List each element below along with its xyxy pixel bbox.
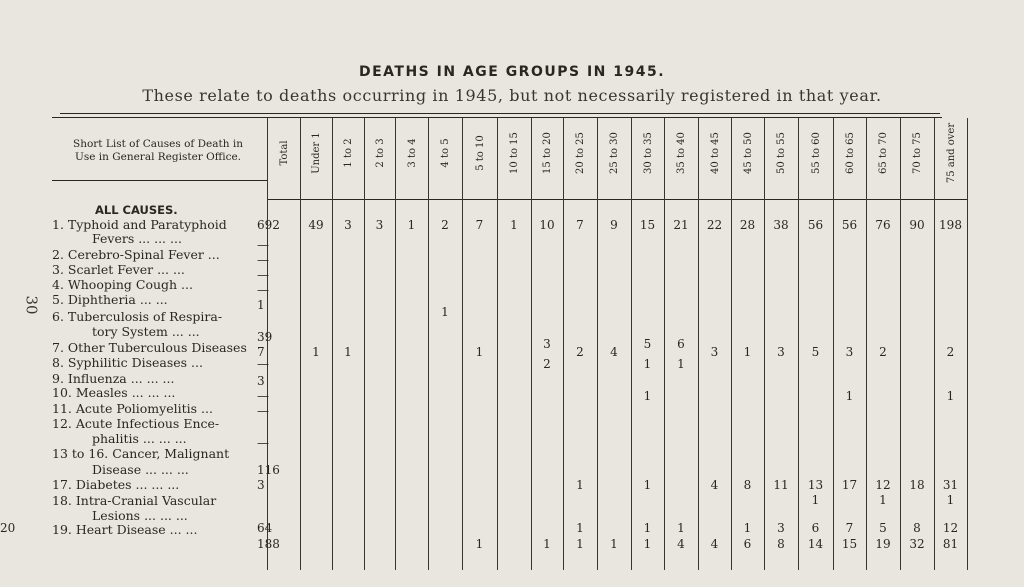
table-cell: — [257, 389, 269, 403]
table-cell: 20 [0, 521, 16, 535]
table-cell: 2 [543, 357, 551, 371]
page-subtitle: These relate to deaths occurring in 1945, but not necessarily registered in that year. [142, 86, 882, 105]
table-cell: 1 [576, 521, 584, 535]
table-cell: 198 [939, 218, 962, 232]
column-header: 5 to 10 [474, 135, 486, 171]
table-cell: 1 [475, 537, 484, 551]
table-cell: 15 [841, 537, 858, 551]
column-header: Under 1 [311, 132, 322, 174]
table-cell: 15 [639, 218, 656, 232]
cause-label: Fevers ... ... ... [92, 231, 182, 246]
cause-label: phalitis ... ... ... [92, 431, 187, 446]
column-header: 1 to 2 [343, 138, 354, 168]
table-cell: 13 [807, 478, 824, 492]
table-cell: — [257, 436, 269, 450]
table-cell: 1 [643, 521, 652, 535]
table-cell: 2 [441, 218, 449, 232]
table-cell: 1 [475, 345, 484, 359]
column-divider [563, 118, 564, 570]
causes-header-line-2: Use in General Register Office. [74, 151, 242, 163]
cause-label: 1. Typhoid and Paratyphoid [52, 217, 227, 232]
column-header: 15 to 20 [542, 132, 553, 174]
table-cell: 3 [375, 218, 384, 232]
table-cell: 1 [344, 345, 352, 359]
cause-label: 10. Measles ... ... ... [52, 385, 176, 400]
table-cell: 11 [773, 478, 789, 492]
table-cell: 1 [643, 389, 652, 403]
cause-label: 19. Heart Disease ... ... [52, 522, 198, 537]
cause-label: 7. Other Tuberculous Diseases [52, 340, 247, 355]
column-divider [332, 118, 333, 570]
cause-label: 17. Diabetes ... ... ... [52, 477, 180, 492]
column-header: Total [278, 140, 290, 166]
table-cell: 76 [875, 218, 891, 232]
column-divider [364, 118, 365, 570]
table-cell: 4 [610, 345, 618, 359]
table-cell: 1 [743, 345, 752, 359]
causes-column-header [52, 138, 264, 164]
table-cell: 56 [841, 218, 858, 232]
column-header: 2 to 3 [374, 138, 386, 168]
table-cell: 1 [811, 493, 820, 507]
table-cell: 7 [257, 345, 265, 359]
column-header: 45 to 50 [742, 132, 754, 174]
column-header: 40 to 45 [709, 132, 721, 174]
table-cell: 5 [879, 521, 887, 535]
column-divider [300, 118, 301, 570]
table-cell: 6 [743, 537, 752, 551]
table-cell: 64 [257, 521, 273, 535]
table-cell: 1 [643, 357, 652, 371]
cause-label: 6. Tuberculosis of Respira- [52, 309, 223, 324]
table-cell: 49 [308, 218, 324, 232]
column-divider [764, 118, 765, 570]
column-header: 35 to 40 [676, 132, 687, 174]
table-cell: 9 [610, 218, 618, 232]
page-number: 30 [22, 295, 41, 315]
table-cell: 1 [576, 478, 584, 492]
column-header: 30 to 35 [642, 132, 654, 174]
table-cell: 56 [807, 218, 824, 232]
table-cell: 4 [677, 537, 685, 551]
table-cell: 8 [743, 478, 752, 492]
table-cell: 3 [777, 345, 785, 359]
table-cell: 2 [879, 345, 887, 359]
table-cell: 1 [677, 521, 685, 535]
table-cell: 2 [576, 345, 584, 359]
table-cell: 81 [942, 537, 959, 551]
table-cell: 1 [946, 493, 955, 507]
cause-label: 5. Diphtheria ... ... [52, 292, 168, 307]
cause-label: Disease ... ... ... [92, 462, 189, 477]
column-divider [462, 118, 463, 570]
table-cell: 1 [407, 218, 416, 232]
cause-label: 3. Scarlet Fever ... ... [52, 262, 185, 277]
table-cell: — [257, 268, 269, 282]
cause-label: 8. Syphilitic Diseases ... [52, 355, 203, 370]
table-cell: 3 [257, 478, 265, 492]
table-cell: — [257, 404, 269, 418]
column-divider [267, 118, 268, 570]
table-cell: 8 [913, 521, 921, 535]
table-cell: 8 [777, 537, 785, 551]
table-cell: 1 [845, 389, 854, 403]
column-divider [531, 118, 532, 570]
table-cell: 28 [739, 218, 756, 232]
column-header: 55 to 60 [810, 132, 822, 174]
table-cell: 7 [475, 218, 484, 232]
column-divider [833, 118, 834, 570]
table-cell: 188 [257, 537, 280, 551]
column-header: 75 and over [945, 122, 957, 184]
table-cell: 4 [710, 478, 719, 492]
column-header: 4 to 5 [440, 138, 451, 168]
table-cell: 17 [841, 478, 858, 492]
cause-label: ALL CAUSES. [95, 203, 178, 217]
column-divider [428, 118, 429, 570]
column-divider [664, 118, 665, 570]
table-cell: 3 [344, 218, 352, 232]
cause-label: 9. Influenza ... ... ... [52, 371, 175, 386]
column-divider [731, 118, 732, 570]
table-cell: 1 [643, 478, 652, 492]
table-cell: 12 [875, 478, 891, 492]
column-divider [698, 118, 699, 570]
causes-header-line-1: Short List of Causes of Death in [73, 138, 243, 150]
table-cell: 4 [710, 537, 719, 551]
table-cell: 31 [942, 478, 959, 492]
column-header: 65 to 70 [878, 132, 889, 174]
table-cell: 5 [643, 337, 652, 351]
column-divider [597, 118, 598, 570]
cause-label: 4. Whooping Cough ... [52, 277, 193, 292]
table-cell: 1 [576, 537, 584, 551]
cause-label: 18. Intra-Cranial Vascular [52, 493, 217, 508]
column-header: 20 to 25 [575, 132, 586, 174]
table-cell: 3 [543, 337, 551, 351]
column-divider [395, 118, 396, 570]
column-header: 10 to 15 [509, 132, 520, 174]
table-cell: 19 [875, 537, 891, 551]
column-header: 70 to 75 [912, 132, 923, 174]
header-rule-left [52, 180, 267, 181]
table-cell: 116 [257, 463, 280, 477]
table-cell: 39 [257, 330, 273, 344]
table-cell: 12 [942, 521, 959, 535]
column-header: 60 to 65 [844, 132, 856, 174]
cause-label: 2. Cerebro-Spinal Fever ... [52, 247, 220, 262]
table-cell: 1 [879, 493, 887, 507]
cause-label: 13 to 16. Cancer, Malignant [52, 446, 230, 461]
table-cell: 38 [773, 218, 789, 232]
column-divider [631, 118, 632, 570]
table-cell: 1 [312, 345, 320, 359]
cause-label: 11. Acute Poliomyelitis ... [52, 401, 213, 416]
table-cell: 6 [677, 337, 685, 351]
table-cell: — [257, 283, 269, 297]
column-header: 25 to 30 [609, 132, 620, 174]
table-cell: — [257, 253, 269, 267]
table-cell: 1 [610, 537, 618, 551]
column-divider [900, 118, 901, 570]
cause-label: 12. Acute Infectious Ence- [52, 416, 220, 431]
table-cell: 3 [257, 374, 265, 388]
table-cell: — [257, 357, 269, 371]
table-cell: 1 [510, 218, 518, 232]
top-rule [60, 113, 940, 114]
column-header: 3 to 4 [406, 138, 418, 168]
table-cell: 2 [946, 345, 955, 359]
table-cell: 22 [706, 218, 723, 232]
column-divider [934, 118, 935, 570]
table-cell: 6 [811, 521, 820, 535]
table-cell: 14 [807, 537, 824, 551]
page-title: DEATHS IN AGE GROUPS IN 1945. [358, 64, 666, 80]
table-cell: 1 [677, 357, 685, 371]
table-cell: 21 [673, 218, 689, 232]
table-cell: 1 [257, 298, 265, 312]
column-header: 50 to 55 [776, 132, 787, 174]
table-cell: 90 [909, 218, 925, 232]
table-cell: 7 [576, 218, 584, 232]
table-cell: 1 [946, 389, 955, 403]
table-cell: 32 [909, 537, 925, 551]
table-cell: 3 [845, 345, 854, 359]
table-cell: 3 [777, 521, 785, 535]
cause-label: tory System ... ... [92, 324, 200, 339]
table-cell: 1 [643, 537, 652, 551]
table-cell: 5 [811, 345, 820, 359]
header-rule-right [267, 199, 967, 200]
column-divider [967, 118, 968, 570]
table-cell: 10 [539, 218, 555, 232]
table-cell: 1 [441, 305, 449, 319]
table-cell: 3 [710, 345, 719, 359]
table-cell: 7 [845, 521, 854, 535]
table-cell: 1 [543, 537, 551, 551]
table-cell: 18 [909, 478, 925, 492]
table-cell: — [257, 238, 269, 252]
column-divider [866, 118, 867, 570]
cause-label: Lesions ... ... ... [92, 508, 188, 523]
table-cell: 1 [743, 521, 752, 535]
table-cell: 692 [257, 218, 280, 232]
column-divider [798, 118, 799, 570]
column-divider [497, 118, 498, 570]
